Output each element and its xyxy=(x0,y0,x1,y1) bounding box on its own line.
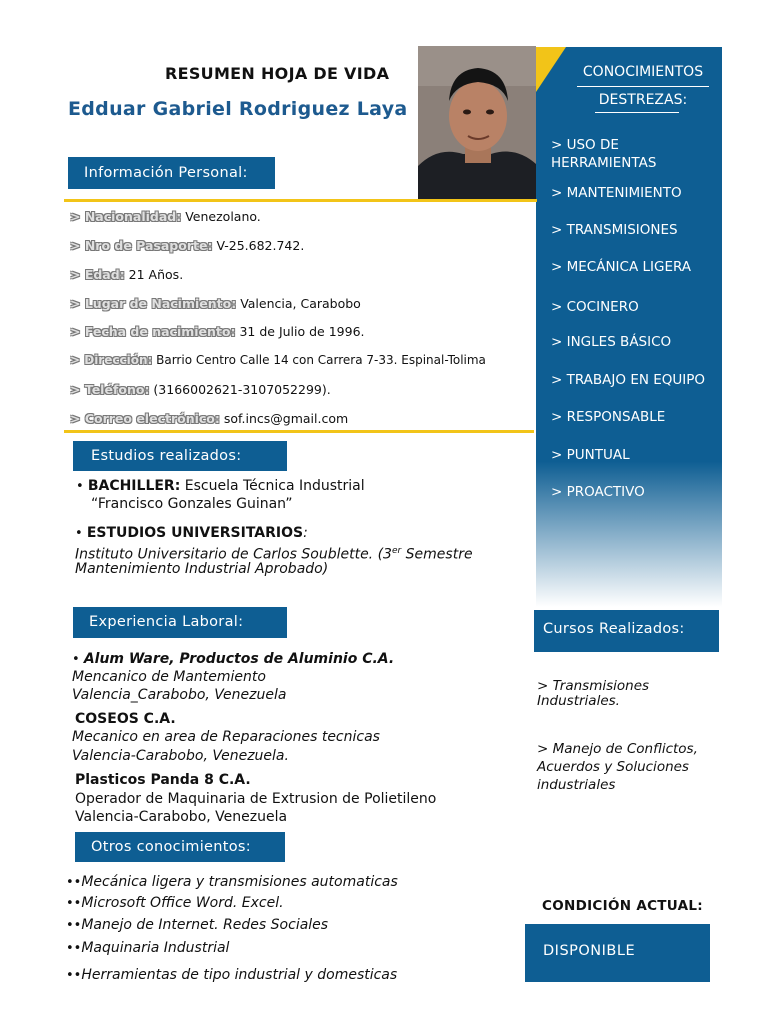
other-knowledge-heading: Otros conocimientos: xyxy=(75,832,285,862)
bullet-icon: •• xyxy=(66,875,82,890)
profile-photo-image xyxy=(418,46,536,199)
profile-photo xyxy=(418,46,536,199)
info-label: > Teléfono: xyxy=(70,382,150,397)
skill-item: > RESPONSABLE xyxy=(551,409,666,425)
info-phone xyxy=(70,382,331,397)
skill-item: > PUNTUAL xyxy=(551,447,630,463)
divider-top xyxy=(64,199,537,202)
course-1-line1: > Transmisiones xyxy=(537,678,650,694)
course-2-line2: Acuerdos y Soluciones xyxy=(537,759,689,775)
info-value: Valencia, Carabobo xyxy=(236,296,361,311)
skill-item: > INGLES BÁSICO xyxy=(551,334,672,350)
job-1-role: Mencanico de Mantemiento xyxy=(72,669,266,685)
university-superscript: er xyxy=(391,546,402,556)
document-title: RESUMEN HOJA DE VIDA xyxy=(165,64,390,83)
info-value: V-25.682.742. xyxy=(212,238,305,253)
other-item-text: Maquinaria Industrial xyxy=(81,940,230,956)
job-2-place: Valencia-Carabobo, Venezuela. xyxy=(72,748,289,764)
skills-title-underline-2 xyxy=(595,112,679,113)
sidebar-accent-triangle xyxy=(536,47,566,92)
info-value: 31 de Julio de 1996. xyxy=(235,324,365,339)
experience-heading: Experiencia Laboral: xyxy=(73,607,287,638)
job-2-role: Mecanico en area de Reparaciones tecnicas xyxy=(72,729,380,745)
info-birthplace xyxy=(70,296,361,311)
course-item-1 xyxy=(537,679,649,709)
bachiller-label: BACHILLER: xyxy=(87,478,181,494)
bullet-icon: •• xyxy=(66,968,82,983)
course-1-line2: Industriales. xyxy=(537,693,620,709)
info-value: Barrio Centro Calle 14 con Carrera 7-33. Espinal-Tolima xyxy=(152,353,486,367)
info-birthdate xyxy=(70,324,365,339)
other-item-text: Manejo de Internet. Redes Sociales xyxy=(81,917,329,933)
university-label: ESTUDIOS UNIVERSITARIOS xyxy=(86,525,304,541)
other-item xyxy=(66,916,328,935)
other-item-text: Microsoft Office Word. Excel. xyxy=(81,895,284,911)
skill-item: > PROACTIVO xyxy=(551,484,645,500)
skill-item: > MANTENIMIENTO xyxy=(551,185,682,201)
skill-item: > TRANSMISIONES xyxy=(551,222,678,238)
job-company: Alum Ware, Productos de Aluminio C.A. xyxy=(83,651,395,667)
skills-sidebar xyxy=(536,47,722,607)
info-value: Venezolano. xyxy=(181,209,261,224)
info-label: > Edad: xyxy=(70,267,125,282)
bullet-icon: •• xyxy=(66,918,82,933)
skill-item: > COCINERO xyxy=(551,299,639,315)
study-bachiller xyxy=(76,477,365,496)
status-heading: CONDICIÓN ACTUAL: xyxy=(542,898,703,914)
bullet-icon: • xyxy=(72,652,84,667)
studies-heading: Estudios realizados: xyxy=(73,441,287,471)
bachiller-school: Escuela Técnica Industrial xyxy=(180,478,365,494)
job-1-place: Valencia_Carabobo, Venezuela xyxy=(72,687,287,703)
info-age xyxy=(70,267,183,282)
job-1-company xyxy=(72,650,394,669)
course-2-line1: > Manejo de Conflictos, xyxy=(537,741,698,757)
job-3-company: Plasticos Panda 8 C.A. xyxy=(75,772,251,788)
course-item-2 xyxy=(537,740,698,794)
job-3-role: Operador de Maquinaria de Extrusion de Polietileno xyxy=(75,791,437,807)
info-label: > Nro de Pasaporte: xyxy=(70,238,213,253)
info-label: > Correo electrónico: xyxy=(70,411,220,426)
other-item xyxy=(66,873,398,892)
info-label: > Dirección: xyxy=(70,353,153,367)
other-item xyxy=(66,939,229,958)
bachiller-school-name: “Francisco Gonzales Guinan” xyxy=(91,496,293,512)
courses-heading: Cursos Realizados: xyxy=(534,610,719,652)
info-nationality xyxy=(70,209,261,224)
personal-info-heading: Información Personal: xyxy=(68,157,275,189)
info-email xyxy=(70,411,348,426)
university-colon: : xyxy=(303,525,308,541)
university-line1-b: Semestre xyxy=(401,546,473,563)
job-2-company: COSEOS C.A. xyxy=(75,711,176,727)
study-university xyxy=(75,524,308,543)
info-value: (3166002621-3107052299). xyxy=(149,382,331,397)
skill-item: > USO DE HERRAMIENTAS xyxy=(551,137,657,171)
status-badge: DISPONIBLE xyxy=(525,924,710,982)
divider-bottom xyxy=(64,430,534,433)
info-value: sof.incs@gmail.com xyxy=(219,411,349,426)
skills-title-underline-1 xyxy=(577,86,709,87)
course-2-line3: industriales xyxy=(537,777,616,793)
bullet-icon: •• xyxy=(66,941,82,956)
skills-title-line1: CONOCIMIENTOS xyxy=(582,64,704,80)
skill-item: > TRABAJO EN EQUIPO xyxy=(551,372,706,388)
info-label: > Fecha de nacimiento: xyxy=(70,324,236,339)
other-item xyxy=(66,966,397,985)
info-address xyxy=(70,353,486,367)
other-item xyxy=(66,894,284,913)
other-item-text: Mecánica ligera y transmisiones automaticas xyxy=(81,874,398,890)
bullet-icon: • xyxy=(75,526,87,541)
candidate-name: Edduar Gabriel Rodriguez Laya xyxy=(68,98,408,120)
info-label: > Nacionalidad: xyxy=(70,209,182,224)
university-line2: Mantenimiento Industrial Aprobado) xyxy=(75,561,329,577)
skill-item: > MECÁNICA LIGERA xyxy=(551,259,692,275)
bullet-icon: •• xyxy=(66,896,82,911)
job-3-place: Valencia-Carabobo, Venezuela xyxy=(75,809,288,825)
info-passport xyxy=(70,238,304,253)
other-item-text: Herramientas de tipo industrial y domesticas xyxy=(81,967,398,983)
university-line1-a: Instituto Universitario de Carlos Soublette. (3 xyxy=(75,546,392,563)
bullet-icon: • xyxy=(76,479,88,494)
skills-title-line2: DESTREZAS: xyxy=(598,92,688,108)
info-label: > Lugar de Nacimiento: xyxy=(70,296,237,311)
info-value: 21 Años. xyxy=(124,267,184,282)
